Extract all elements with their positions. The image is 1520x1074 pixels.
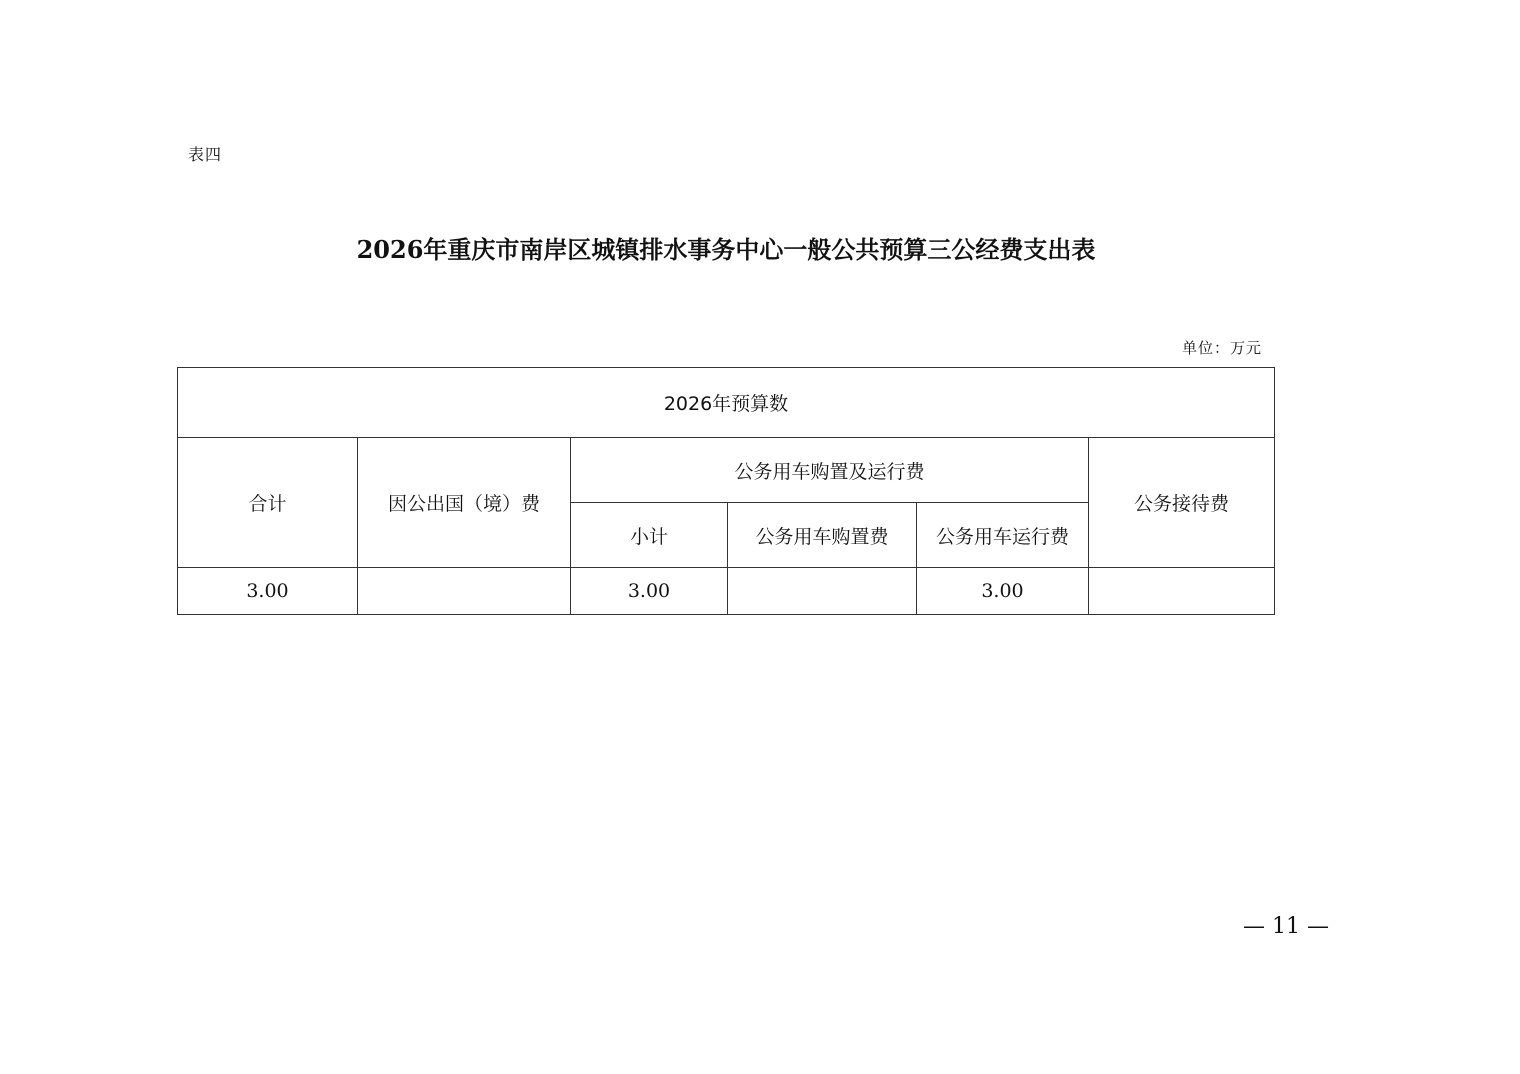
cell-vehicle-subtotal: 3.00 (571, 568, 728, 615)
header-budget-year: 2026年预算数 (178, 368, 1275, 438)
unit-label: 单位：万元 (1181, 339, 1262, 357)
budget-table (177, 367, 1275, 615)
cell-total: 3.00 (178, 568, 358, 615)
header-reception: 公务接待费 (1089, 438, 1275, 568)
table-header-row (178, 438, 1275, 503)
header-vehicle-group: 公务用车购置及运行费 (571, 438, 1089, 503)
table-number-label: 表四 (188, 145, 223, 164)
table-header-row (178, 368, 1275, 438)
table-row (178, 568, 1275, 615)
header-vehicle-operation: 公务用车运行费 (917, 503, 1089, 568)
header-vehicle-purchase: 公务用车购置费 (728, 503, 917, 568)
cell-vehicle-operation: 3.00 (917, 568, 1089, 615)
page-number: — 11 — (1243, 914, 1329, 939)
page-title: 2026年重庆市南岸区城镇排水事务中心一般公共预算三公经费支出表 (356, 235, 1096, 264)
cell-vehicle-purchase (728, 568, 917, 615)
cell-overseas-travel (358, 568, 571, 615)
header-total: 合计 (178, 438, 358, 568)
header-overseas-travel: 因公出国（境）费 (358, 438, 571, 568)
cell-reception (1089, 568, 1275, 615)
header-vehicle-subtotal: 小计 (571, 503, 728, 568)
